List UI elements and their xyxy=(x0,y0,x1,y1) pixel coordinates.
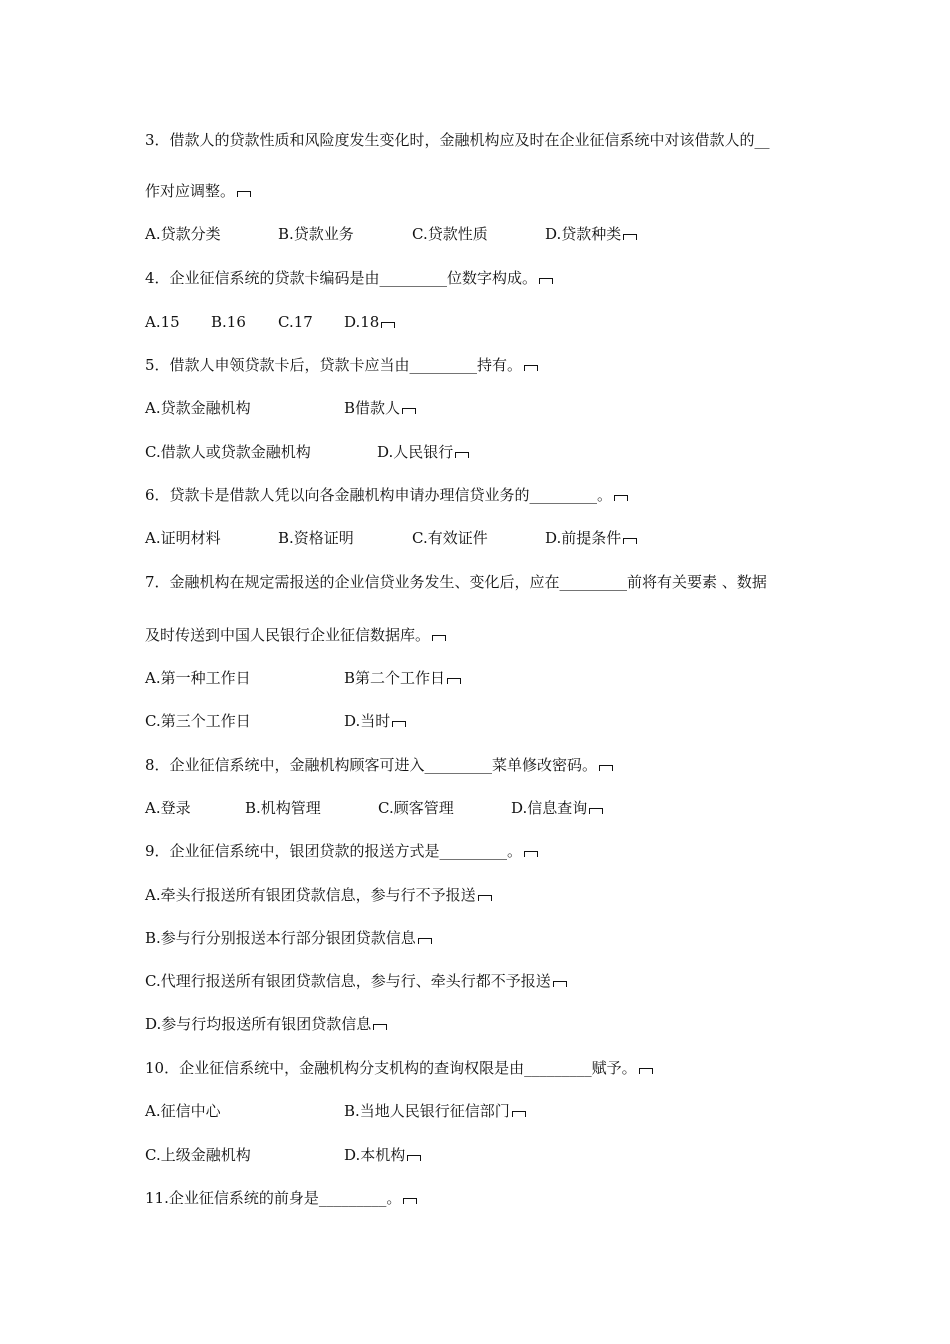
option-d: D.18 xyxy=(344,312,395,332)
paragraph-mark-icon xyxy=(237,191,251,197)
paragraph-mark-icon xyxy=(392,721,406,727)
question-11: 11.企业征信系统的前身是_________。 xyxy=(145,1188,417,1208)
option-d: D.前提条件 xyxy=(545,528,637,548)
paragraph-mark-icon xyxy=(524,365,538,371)
paragraph-mark-icon xyxy=(418,938,432,944)
paragraph-mark-icon xyxy=(539,278,553,284)
option-a: A.贷款分类 xyxy=(145,225,221,243)
option-c: C.上级金融机构 xyxy=(145,1146,251,1164)
paragraph-mark-icon xyxy=(524,851,538,857)
option-b: B借款人 xyxy=(344,398,416,418)
option-d: D.贷款种类 xyxy=(545,224,637,244)
paragraph-mark-icon xyxy=(403,1198,417,1204)
question-9-option-a: A.牵头行报送所有银团贷款信息，参与行不予报送 xyxy=(145,885,492,905)
question-9-option-b: B.参与行分别报送本行部分银团贷款信息 xyxy=(145,928,432,948)
option-c: C.顾客管理 xyxy=(378,799,454,817)
paragraph-mark-icon xyxy=(447,678,461,684)
paragraph-mark-icon xyxy=(373,1024,387,1030)
option-d: D.本机构 xyxy=(344,1145,421,1165)
paragraph-mark-icon xyxy=(402,408,416,414)
option-b: B.当地人民银行征信部门 xyxy=(344,1101,526,1121)
question-9: 9．企业征信系统中，银团贷款的报送方式是_________。 xyxy=(145,841,538,861)
paragraph-mark-icon xyxy=(432,635,446,641)
option-a: A.15 xyxy=(145,313,180,331)
option-b: B.16 xyxy=(211,313,246,331)
paragraph-mark-icon xyxy=(623,538,637,544)
question-8: 8．企业征信系统中，金融机构顾客可进入_________菜单修改密码。 xyxy=(145,755,613,775)
paragraph-mark-icon xyxy=(623,234,637,240)
question-7-line-1: 7．金融机构在规定需报送的企业信贷业务发生、变化后，应在_________前将有关要素 、数据 xyxy=(145,573,767,591)
paragraph-mark-icon xyxy=(478,895,492,901)
question-7-line-2: 及时传送到中国人民银行企业征信数据库。 xyxy=(145,625,446,645)
paragraph-mark-icon xyxy=(455,452,469,458)
paragraph-mark-icon xyxy=(599,765,613,771)
question-6: 6．贷款卡是借款人凭以向各金融机构申请办理信贷业务的_________。 xyxy=(145,485,628,505)
option-c: C.借款人或贷款金融机构 xyxy=(145,443,311,461)
question-9-option-d: D.参与行均报送所有银团贷款信息 xyxy=(145,1014,387,1034)
option-d: D.人民银行 xyxy=(377,442,469,462)
question-3-line-2: 作对应调整。 xyxy=(145,181,251,201)
option-b: B.机构管理 xyxy=(245,799,321,817)
paragraph-mark-icon xyxy=(381,322,395,328)
option-c: C.有效证件 xyxy=(412,529,488,547)
question-5: 5．借款人申领贷款卡后，贷款卡应当由_________持有。 xyxy=(145,355,538,375)
question-4: 4．企业征信系统的贷款卡编码是由_________位数字构成。 xyxy=(145,268,553,288)
paragraph-mark-icon xyxy=(407,1155,421,1161)
paragraph-mark-icon xyxy=(512,1111,526,1117)
option-c: C.17 xyxy=(278,313,313,331)
paragraph-mark-icon xyxy=(639,1068,653,1074)
option-d: D.当时 xyxy=(344,711,406,731)
paragraph-mark-icon xyxy=(614,495,628,501)
option-c: C.贷款性质 xyxy=(412,225,488,243)
question-3-line-1: 3．借款人的贷款性质和风险度发生变化时，金融机构应及时在企业征信系统中对该借款人的__ xyxy=(145,131,770,149)
option-c: C.第三个工作日 xyxy=(145,712,251,730)
question-9-option-c: C.代理行报送所有银团贷款信息，参与行、牵头行都不予报送 xyxy=(145,971,567,991)
paragraph-mark-icon xyxy=(553,981,567,987)
option-b: B.资格证明 xyxy=(278,529,354,547)
option-a: A.登录 xyxy=(145,799,191,817)
option-a: A.征信中心 xyxy=(145,1102,221,1120)
option-d: D.信息查询 xyxy=(511,798,603,818)
option-a: A.证明材料 xyxy=(145,529,221,547)
question-10: 10．企业征信系统中，金融机构分支机构的查询权限是由_________赋予。 xyxy=(145,1058,653,1078)
option-b: B第二个工作日 xyxy=(344,668,461,688)
paragraph-mark-icon xyxy=(589,808,603,814)
option-b: B.贷款业务 xyxy=(278,225,354,243)
option-a: A.贷款金融机构 xyxy=(145,399,251,417)
option-a: A.第一种工作日 xyxy=(145,669,251,687)
